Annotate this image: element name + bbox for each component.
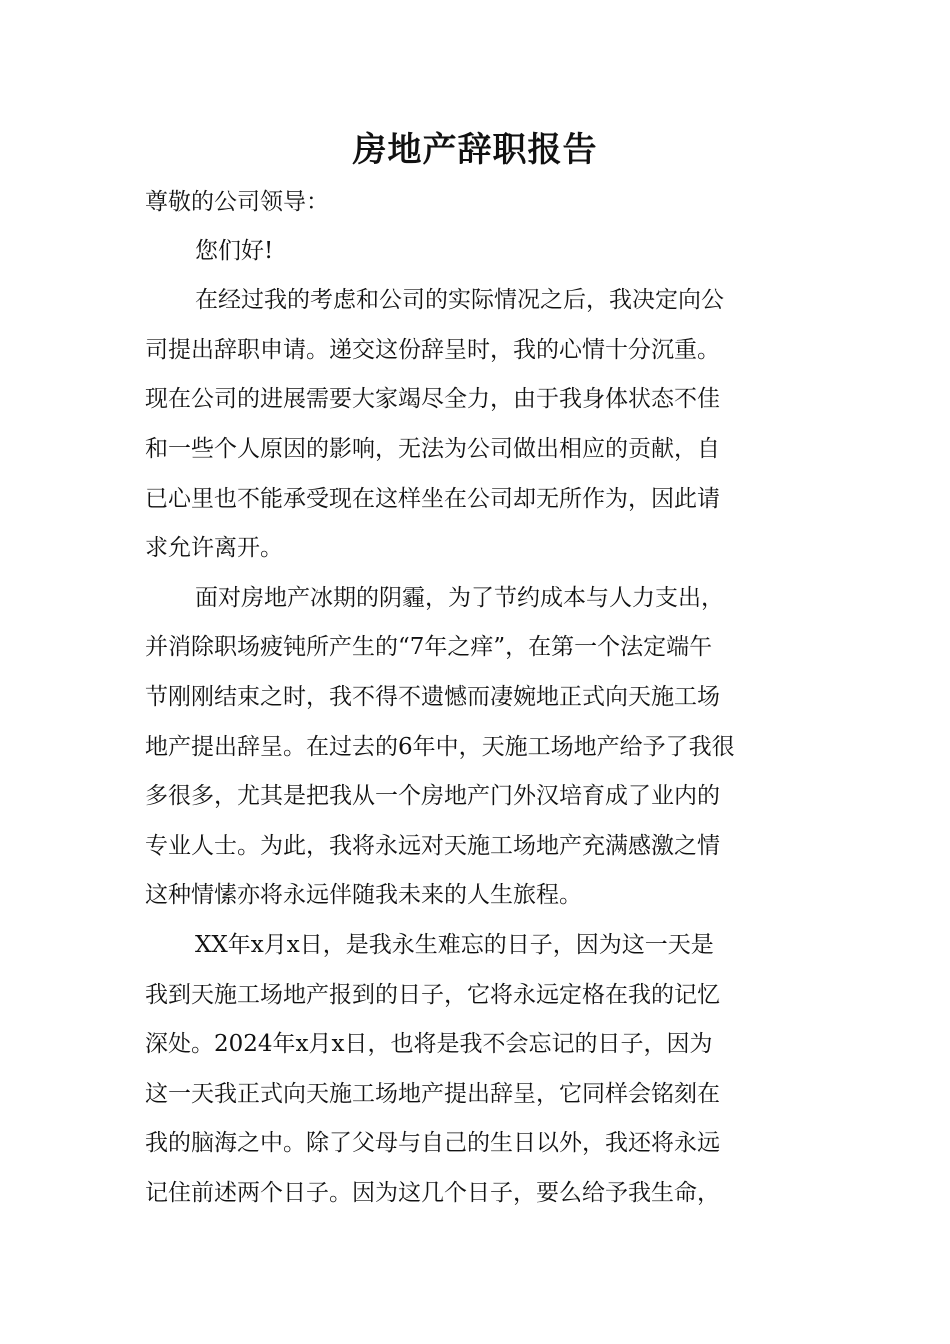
body-line: 现在公司的进展需要大家竭尽全力，由于我身体状态不佳 xyxy=(145,386,720,412)
body-line: 并消除职场疲钝所产生的“7年之痒”，在第一个法定端午 xyxy=(145,634,713,660)
body-line: 我的脑海之中。除了父母与自己的生日以外，我还将永远 xyxy=(145,1130,720,1156)
body-line: 记住前述两个日子。因为这几个日子，要么给予我生命， xyxy=(145,1180,720,1206)
body-line: 多很多，尤其是把我从一个房地产门外汉培育成了业内的 xyxy=(145,783,720,809)
body-line: 司提出辞职申请。递交这份辞呈时，我的心情十分沉重。 xyxy=(145,337,720,363)
body-line: 节刚刚结束之时，我不得不遗憾而凄婉地正式向天施工场 xyxy=(145,684,720,710)
salutation: 尊敬的公司领导： xyxy=(145,189,329,215)
body-line: 地产提出辞呈。在过去的6年中，天施工场地产给予了我很 xyxy=(145,734,735,760)
body-line: 面对房地产冰期的阴霾，为了节约成本与人力支出， xyxy=(195,585,724,611)
body-line: 专业人士。为此，我将永远对天施工场地产充满感激之情 xyxy=(145,833,720,859)
body-line: 这一天我正式向天施工场地产提出辞呈，它同样会铭刻在 xyxy=(145,1081,720,1107)
body-line: 求允许离开。 xyxy=(145,535,283,561)
greeting: 您们好! xyxy=(195,238,274,264)
body-line: XX年x月x日，是我永生难忘的日子，因为这一天是 xyxy=(195,932,714,958)
document-title: 房地产辞职报告 xyxy=(352,130,598,170)
body-line: 深处。2024年x月x日，也将是我不会忘记的日子，因为 xyxy=(145,1031,713,1057)
body-line: 已心里也不能承受现在这样坐在公司却无所作为，因此请 xyxy=(145,486,720,512)
body-line: 这种情愫亦将永远伴随我未来的人生旅程。 xyxy=(145,882,582,908)
body-line: 在经过我的考虑和公司的实际情况之后，我决定向公 xyxy=(195,287,724,313)
body-line: 和一些个人原因的影响，无法为公司做出相应的贡献，自 xyxy=(145,436,720,462)
body-line: 我到天施工场地产报到的日子，它将永远定格在我的记忆 xyxy=(145,982,720,1008)
